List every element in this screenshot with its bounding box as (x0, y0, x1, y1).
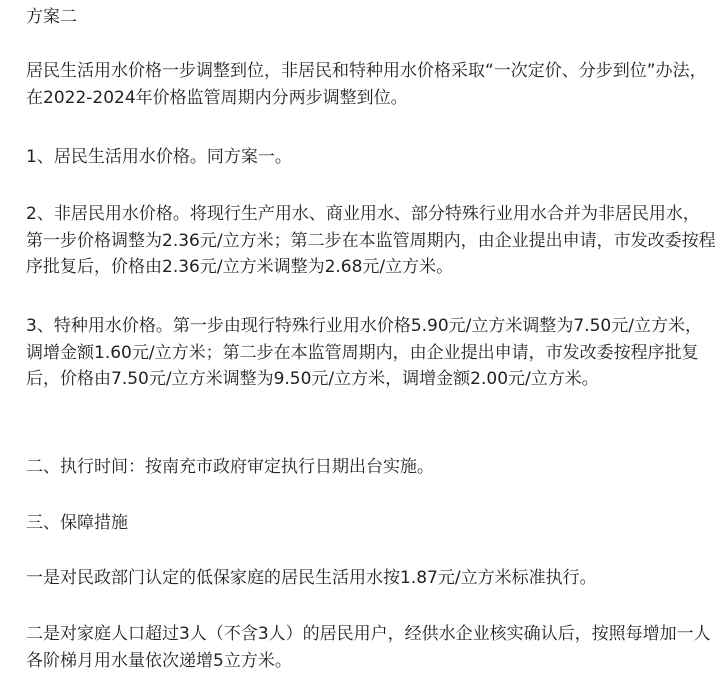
paragraph-non-residential-price: 2、非居民用水价格。将现行生产用水、商业用水、部分特殊行业用水合并为非居民用水，第一步价格调整为2.36元/立方米；第二步在本监管周期内，由企业提出申请，市发改委按程序批复后，价格由2.36元/立方米调整为2.68元/立方米。 (26, 204, 716, 277)
paragraph-safeguard-heading: 三、保障措施 (26, 513, 128, 533)
paragraph-special-price: 3、特种用水价格。第一步由现行特殊行业用水价格5.90元/立方米调整为7.50元/立方米，调增金额1.60元/立方米；第二步在本监管周期内，由企业提出申请，市发改委按程序批复后，价格由7.50元/立方米调整为9.50元/立方米，调增金额2.00元/立方米。 (26, 316, 702, 389)
paragraph-low-income: 一是对民政部门认定的低保家庭的居民生活用水按1.87元/立方米标准执行。 (26, 568, 597, 588)
document-title: 方案二 (26, 7, 77, 27)
paragraph-residential-price: 1、居民生活用水价格。同方案一。 (26, 147, 292, 167)
paragraph-large-family: 二是对家庭人口超过3人（不含3人）的居民用户，经供水企业核实确认后，按照每增加一人各阶梯月用水量依次递增5立方米。 (26, 624, 711, 671)
paragraph-intro: 居民生活用水价格一步调整到位，非居民和特种用水价格采取“一次定价、分步到位”办法，在2022-2024年价格监管周期内分两步调整到位。 (26, 61, 707, 108)
paragraph-execution-time: 二、执行时间：按南充市政府审定执行日期出台实施。 (26, 457, 434, 477)
